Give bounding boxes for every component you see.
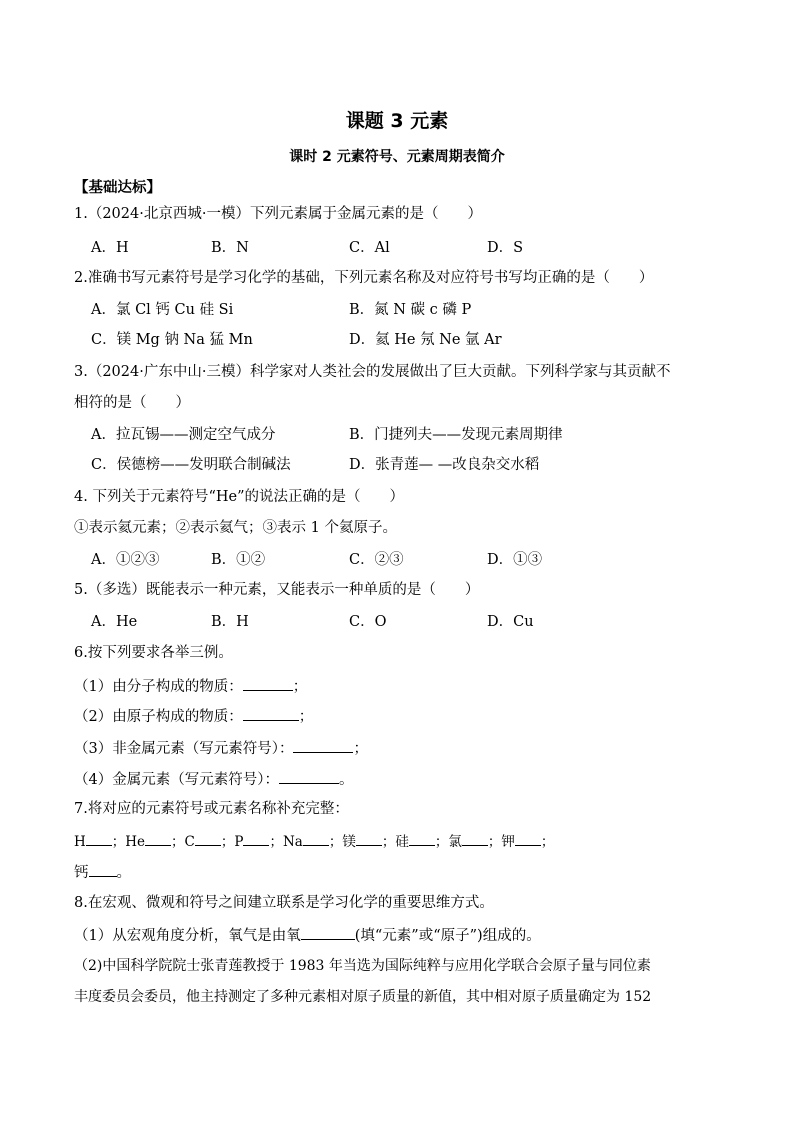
q1-option-b: B．N: [211, 240, 249, 256]
answer-blank[interactable]: [462, 830, 488, 846]
q3-option-c: C．侯德榜——发明联合制碱法: [91, 457, 291, 473]
q2-option-a: A．氯 Cl 钙 Cu 硅 Si: [91, 302, 234, 318]
q8-stem: 8.在宏观、微观和符号之间建立联系是学习化学的重要思维方式。: [74, 895, 494, 911]
answer-blank[interactable]: [243, 675, 293, 691]
q3-option-d: D．张青莲— —改良杂交水稻: [349, 457, 540, 473]
q4-option-c: C．②③: [349, 552, 404, 568]
q6-stem: 6.按下列要求各举三例。: [74, 645, 233, 661]
answer-blank[interactable]: [195, 830, 221, 846]
answer-blank[interactable]: [243, 830, 269, 846]
q8-part-2-line2: 丰度委员会委员，他主持测定了多种元素相对原子质量的新值，其中相对原子质量确定为 152: [74, 989, 652, 1005]
q4-option-a: A．①②③: [91, 552, 160, 568]
q1-option-d: D．S: [487, 240, 524, 256]
q8-part-2-line1: （2)中国科学院院士张青莲教授于 1983 年当选为国际纯粹与应用化学联合会原子量与同位素: [74, 958, 651, 974]
q3-option-a: A．拉瓦锡——测定空气成分: [91, 427, 276, 443]
answer-blank[interactable]: [301, 924, 355, 940]
q5-option-c: C．O: [349, 614, 387, 630]
q5-option-a: A．He: [91, 614, 138, 630]
q6-item-2: （2）由原子构成的物质： ；: [74, 705, 313, 727]
answer-blank[interactable]: [409, 830, 435, 846]
answer-blank[interactable]: [515, 830, 541, 846]
q2-option-c: C．镁 Mg 钠 Na 猛 Mn: [91, 332, 253, 348]
q4-option-b: B．①②: [211, 552, 266, 568]
q6-item-4-label: （4）金属元素（写元素符号）：: [74, 772, 279, 788]
answer-blank[interactable]: [303, 830, 329, 846]
q2-option-d: D．氦 He 氖 Ne 氩 Ar: [349, 332, 502, 348]
q2-stem: 2.准确书写元素符号是学习化学的基础，下列元素名称及对应符号书写均正确的是（ ）: [74, 270, 654, 286]
page-title: 课题 3 元素: [345, 110, 449, 132]
q3-stem-line1: 3.（2024·广东中山·三模）科学家对人类社会的发展做出了巨大贡献。下列科学家与其贡献不: [74, 364, 671, 380]
q3-option-b: B．门捷列夫——发现元素周期律: [349, 427, 563, 443]
answer-blank[interactable]: [145, 830, 171, 846]
q3-stem-line2: 相符的是（ ）: [74, 395, 190, 411]
q7-fill-row: H ；He ；C ；P ；Na ；镁 ；硅 ；氯 ；钾 ；: [74, 830, 554, 852]
answer-blank[interactable]: [293, 737, 353, 753]
q7-stem: 7.将对应的元素符号或元素名称补充完整：: [74, 801, 349, 817]
answer-blank[interactable]: [356, 830, 382, 846]
q5-stem: 5.（多选）既能表示一种元素，又能表示一种单质的是（ ）: [74, 582, 480, 598]
q2-option-b: B．氮 N 碳 c 磷 P: [349, 302, 472, 318]
answer-blank[interactable]: [279, 768, 339, 784]
q4-option-d: D．①③: [487, 552, 543, 568]
q1-option-a: A．H: [91, 240, 129, 256]
answer-blank[interactable]: [243, 705, 299, 721]
q5-option-d: D．Cu: [487, 614, 534, 630]
q7-fill-row-2: 钙 。: [74, 861, 131, 883]
section-heading: 【基础达标】: [74, 180, 161, 196]
q1-option-c: C．Al: [349, 240, 390, 256]
page-subtitle: 课时 2 元素符号、元素周期表简介: [289, 149, 505, 165]
q4-statements: ①表示氦元素；②表示氦气；③表示 1 个氦原子。: [74, 520, 397, 536]
q4-stem: 4. 下列关于元素符号“He”的说法正确的是（ ）: [74, 489, 404, 505]
q5-option-b: B．H: [211, 614, 249, 630]
answer-blank[interactable]: [86, 830, 112, 846]
q6-item-1: （1）由分子构成的物质： ；: [74, 675, 307, 697]
q6-item-3-label: （3）非金属元素（写元素符号）：: [74, 741, 294, 757]
answer-blank[interactable]: [89, 861, 117, 877]
q6-item-2-label: （2）由原子构成的物质：: [74, 709, 243, 725]
q8-part-1: （1）从宏观角度分析，氧气是由氧 (填“元素”或“原子”)组成的。: [74, 924, 541, 946]
q1-stem: 1.（2024·北京西城·一模）下列元素属于金属元素的是（ ）: [74, 206, 482, 222]
q6-item-3: （3）非金属元素（写元素符号）： ；: [74, 737, 368, 759]
q6-item-4: （4）金属元素（写元素符号）： 。: [74, 768, 353, 790]
q6-item-1-label: （1）由分子构成的物质：: [74, 679, 243, 695]
